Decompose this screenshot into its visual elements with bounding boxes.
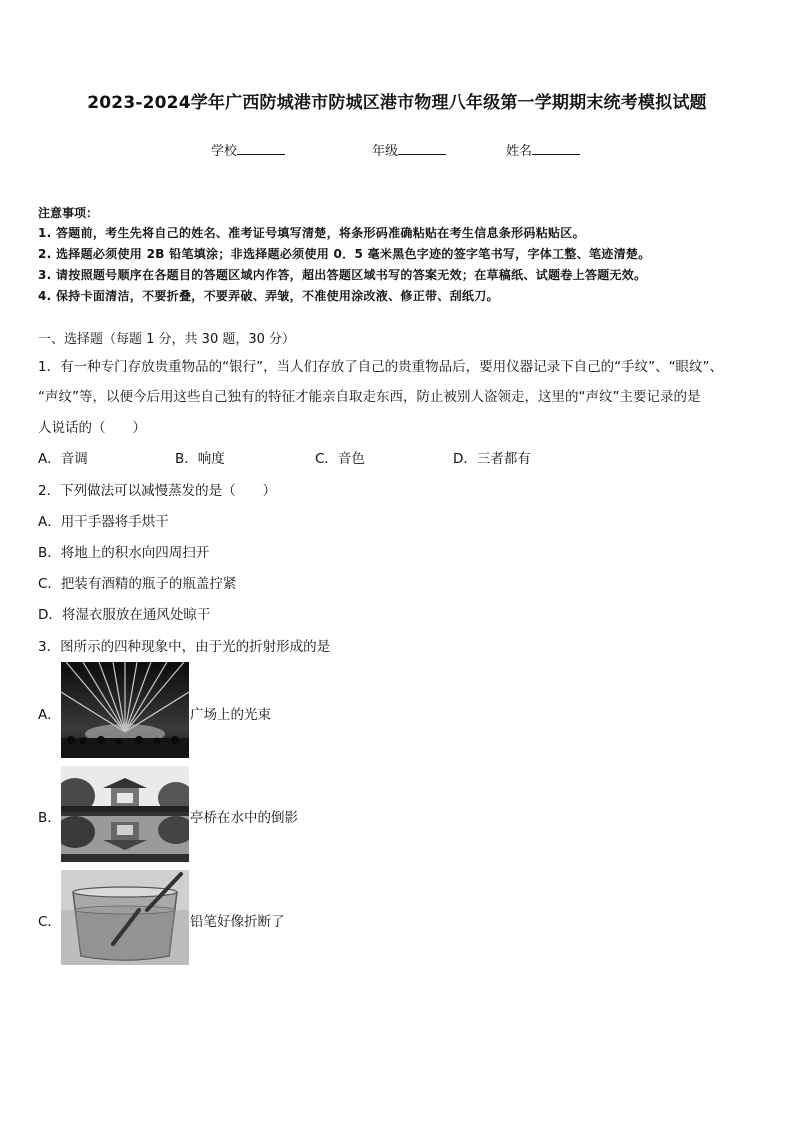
q1-line: “声纹”等，以便今后用这些自己独有的特征才能亲自取走东西，防止被别人盗领走，这里的“声纹”主要记录的是 bbox=[38, 389, 701, 405]
pavilion-reflection-photo bbox=[61, 766, 189, 862]
q2-stem: 2．下列做法可以减慢蒸发的是（ ） bbox=[38, 483, 277, 499]
grade-label: 年级 bbox=[372, 144, 399, 159]
section-heading: 一、选择题（每题 1 分，共 30 题，30 分） bbox=[38, 332, 296, 347]
note-item: 3. 请按照题号顺序在各题目的答题区域内作答，超出答题区域书写的答案无效；在草稿纸、试题卷上答题无效。 bbox=[38, 268, 647, 282]
q2-option-c: C．把装有酒精的瓶子的瓶盖拧紧 bbox=[38, 576, 237, 592]
q1-option-b: B．响度 bbox=[175, 451, 225, 467]
q2-option-d: D．将湿衣服放在通风处晾干 bbox=[38, 607, 211, 623]
note-item: 2. 选择题必须使用 2B 铅笔填涂；非选择题必须使用 0．5 毫米黑色字迹的签字笔书写，字体工整、笔迹清楚。 bbox=[38, 247, 651, 261]
name-field bbox=[506, 140, 580, 159]
school-blank bbox=[237, 142, 285, 155]
grade-field bbox=[372, 140, 446, 159]
grade-blank bbox=[398, 142, 446, 155]
q3-option-a-label: A． bbox=[38, 707, 61, 723]
q3-option-b-label: B． bbox=[38, 810, 61, 826]
q1-option-c: C．音色 bbox=[315, 451, 365, 467]
q3-option-a-text: 广场上的光束 bbox=[190, 707, 271, 723]
q1-option-d: D．三者都有 bbox=[453, 451, 531, 467]
q3-stem: 3．图所示的四种现象中，由于光的折射形成的是 bbox=[38, 639, 331, 655]
note-item: 1. 答题前，考生先将自己的姓名、准考证号填写清楚，将条形码准确粘贴在考生信息条形码粘贴区。 bbox=[38, 226, 585, 240]
page-title: 2023-2024学年广西防城港市防城区港市物理八年级第一学期期末统考模拟试题 bbox=[87, 93, 707, 113]
q3-option-c-label: C． bbox=[38, 914, 61, 930]
q1-line: 人说话的（ ） bbox=[38, 420, 146, 436]
q1-line: 1．有一种专门存放贵重物品的“银行”，当人们存放了自己的贵重物品后，要用仪器记录下自己的“手纹”、“眼纹”、 bbox=[38, 359, 724, 375]
q2-option-a: A．用干手器将手烘干 bbox=[38, 514, 169, 530]
q3-option-b-text: 亭桥在水中的倒影 bbox=[190, 810, 298, 826]
school-label: 学校 bbox=[211, 144, 238, 159]
q1-option-a: A．音调 bbox=[38, 451, 88, 467]
name-label: 姓名 bbox=[506, 144, 533, 159]
bent-pencil-photo bbox=[61, 870, 189, 965]
name-blank bbox=[532, 142, 580, 155]
q2-option-b: B．将地上的积水向四周扫开 bbox=[38, 545, 210, 561]
light-beams-photo bbox=[61, 662, 189, 758]
school-field bbox=[211, 140, 285, 159]
q3-option-c-text: 铅笔好像折断了 bbox=[190, 914, 285, 930]
note-item: 4. 保持卡面清洁，不要折叠，不要弄破、弄皱，不准使用涂改液、修正带、刮纸刀。 bbox=[38, 289, 499, 303]
notes-heading: 注意事项： bbox=[38, 206, 99, 220]
